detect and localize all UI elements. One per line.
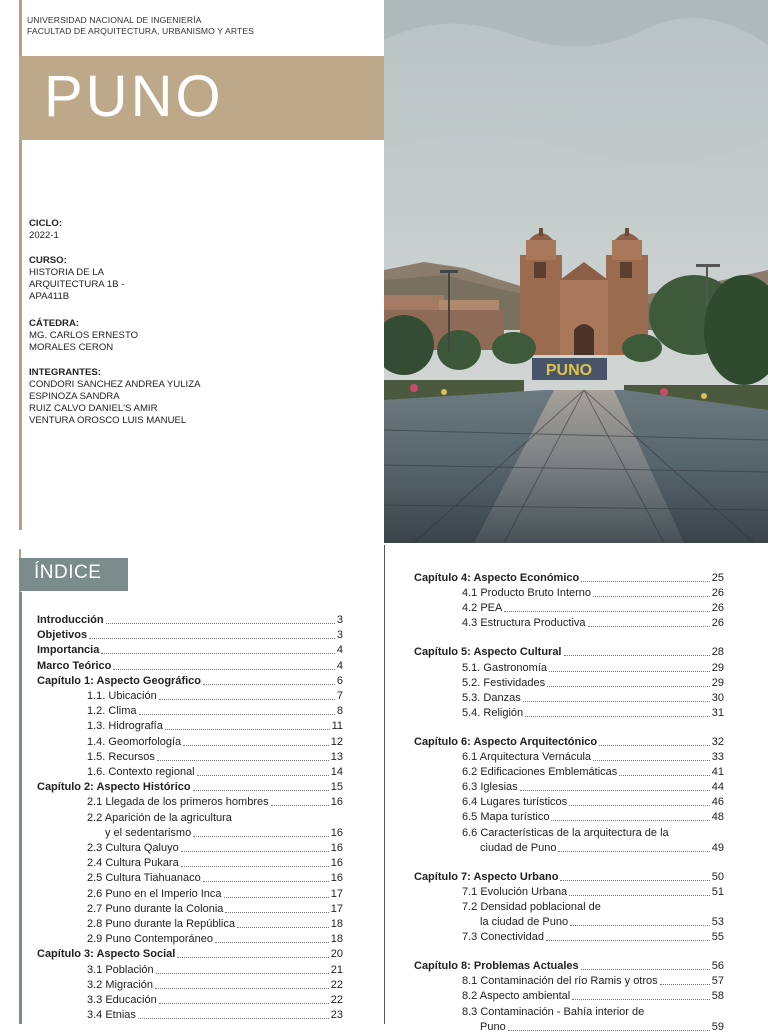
index-entry-page: 51 <box>711 885 724 898</box>
index-entry-page: 17 <box>330 902 343 915</box>
dot-leader <box>215 942 329 943</box>
index-entry-page: 16 <box>330 796 343 809</box>
index-entry-label: Capítulo 7: Aspecto Urbano <box>414 870 559 883</box>
dot-leader <box>570 925 710 926</box>
index-entry-page: 14 <box>330 766 343 778</box>
index-chapter-row[interactable] <box>37 614 343 627</box>
index-entry-label: 4.3 Estructura Productiva <box>462 617 586 630</box>
index-section-row[interactable] <box>87 888 343 901</box>
dot-leader <box>181 866 329 867</box>
index-entry-label: 3.4 Etnias <box>87 1009 136 1022</box>
index-chapter-row[interactable] <box>37 629 343 642</box>
index-entry-page: 23 <box>330 1009 343 1022</box>
index-entry-page: 57 <box>711 975 724 988</box>
index-section-row[interactable] <box>87 690 343 703</box>
index-entry-page: 4 <box>336 659 343 672</box>
index-entry-label: 6.6 Características de la arquitectura de la <box>462 826 669 839</box>
index-section-row[interactable] <box>87 1009 343 1022</box>
page-divider <box>384 545 385 1024</box>
index-chapter-row[interactable] <box>414 646 724 659</box>
dot-leader <box>520 790 710 791</box>
dot-leader <box>101 653 335 654</box>
dot-leader <box>197 775 329 776</box>
catedra-line: MORALES CERON <box>29 342 114 353</box>
index-entry-page: 58 <box>711 990 724 1003</box>
index-entry-label: Puno <box>480 1020 506 1033</box>
integrantes-label: INTEGRANTES: <box>29 367 101 378</box>
index-entry-page: 12 <box>330 735 343 748</box>
index-entry-page: 29 <box>711 676 724 689</box>
index-entry-label: 7.1 Evolución Urbana <box>462 885 568 898</box>
index-section-row[interactable] <box>462 901 724 914</box>
index-entry-label: 3.2 Migración <box>87 978 154 991</box>
index-chapter-row[interactable] <box>414 960 724 973</box>
index-entry-page: 4 <box>336 644 343 657</box>
index-entry-label: 7.2 Densidad poblacional de <box>462 900 601 913</box>
index-entry-label: 8.3 Contaminación - Bahía interior de <box>462 1005 645 1018</box>
index-entry-label: Importancia <box>37 644 100 657</box>
dot-leader <box>564 655 710 656</box>
dot-leader <box>599 745 710 746</box>
dot-leader <box>177 957 328 958</box>
index-section-row[interactable] <box>480 916 724 929</box>
university-name: UNIVERSIDAD NACIONAL DE INGENIERÍA <box>27 15 202 25</box>
index-chapter-row[interactable] <box>37 675 343 688</box>
index-side-bar <box>19 592 22 1024</box>
index-section-row[interactable] <box>462 990 724 1003</box>
dot-leader <box>523 701 710 702</box>
index-section-row[interactable] <box>87 994 343 1007</box>
index-entry-label: 2.6 Puno en el Imperio Inca <box>87 887 222 900</box>
index-section-row[interactable] <box>480 842 724 855</box>
catedra-label: CÁTEDRA: <box>29 318 80 329</box>
index-section-row[interactable] <box>87 812 343 825</box>
index-entry-page: 59 <box>711 1020 724 1033</box>
index-entry-page: 20 <box>330 948 343 961</box>
dot-leader <box>547 686 710 687</box>
index-section-row[interactable] <box>87 736 343 749</box>
index-chapter-row[interactable] <box>37 660 343 673</box>
index-entry-label: 6.5 Mapa turístico <box>462 811 550 824</box>
ciclo-label: CICLO: <box>29 218 63 229</box>
index-entry-label: 8.2 Aspecto ambiental <box>462 990 571 1003</box>
dot-leader <box>581 581 710 582</box>
index-section-row[interactable] <box>87 918 343 931</box>
dot-leader <box>569 805 710 806</box>
index-section-row[interactable] <box>87 766 343 779</box>
index-section-row[interactable] <box>462 781 724 794</box>
index-entry-label: 6.1 Arquitectura Vernácula <box>462 751 592 763</box>
index-section-row[interactable] <box>462 617 724 630</box>
index-entry-page: 48 <box>711 811 724 824</box>
curso-label: CURSO: <box>29 255 67 266</box>
catedra-block <box>29 318 138 354</box>
index-section-row[interactable] <box>462 975 724 988</box>
dot-leader <box>159 1003 329 1004</box>
dot-leader <box>183 745 329 746</box>
dot-leader <box>508 1030 710 1031</box>
dot-leader <box>619 775 709 776</box>
index-section-row[interactable] <box>462 587 724 600</box>
index-entry-label: Capítulo 5: Aspecto Cultural <box>414 646 562 659</box>
index-entry-page: 6 <box>336 674 343 687</box>
index-section-row[interactable] <box>87 857 343 870</box>
index-entry-label: Capítulo 1: Aspecto Geográfico <box>37 674 202 687</box>
index-entry-page: 11 <box>331 720 343 733</box>
index-entry-label: Capítulo 8: Problemas Actuales <box>414 960 579 973</box>
index-entry-page: 17 <box>330 887 343 900</box>
index-chapter-row[interactable] <box>414 871 724 884</box>
dot-leader <box>181 851 329 852</box>
index-entry-page: 16 <box>330 872 343 885</box>
dot-leader <box>593 760 710 761</box>
index-entry-label: 2.5 Cultura Tiahuanaco <box>87 872 201 885</box>
index-chapter-row[interactable] <box>37 948 343 961</box>
index-entry-page: 46 <box>711 796 724 809</box>
index-section-row[interactable] <box>462 886 724 899</box>
index-entry-label: 6.2 Edificaciones Emblemáticas <box>462 766 618 779</box>
index-entry-page: 56 <box>711 960 724 973</box>
index-section-row[interactable] <box>87 796 343 809</box>
index-entry-label: 1.1. Ubicación <box>87 690 157 702</box>
index-entry-label: 1.4. Geomorfología <box>87 735 182 748</box>
dot-leader <box>139 714 335 715</box>
dot-leader <box>271 805 329 806</box>
dot-leader <box>660 984 710 985</box>
dot-leader <box>193 836 329 837</box>
dot-leader <box>237 927 329 928</box>
index-entry-page: 15 <box>330 781 343 794</box>
index-entry-label: 6.4 Lugares turísticos <box>462 796 568 809</box>
curso-line: ARQUITECTURA 1B - <box>29 279 125 290</box>
index-section-row[interactable] <box>462 662 724 675</box>
dot-leader <box>157 760 329 761</box>
index-entry-page: 55 <box>711 931 724 944</box>
index-chapter-row[interactable] <box>414 572 724 585</box>
index-entry-page: 26 <box>711 602 724 615</box>
index-entry-label: 5.3. Danzas <box>462 691 521 704</box>
index-section-row[interactable] <box>462 827 724 840</box>
index-entry-page: 22 <box>330 994 343 1006</box>
index-section-row[interactable] <box>87 705 343 718</box>
index-entry-label: 2.8 Puno durante la República <box>87 918 235 930</box>
dot-leader <box>193 790 329 791</box>
curso-line: HISTORIA DE LA <box>29 267 104 278</box>
index-entry-page: 26 <box>711 587 724 600</box>
index-section-row[interactable] <box>462 602 724 615</box>
dot-leader <box>560 880 709 881</box>
curso-block <box>29 255 124 303</box>
index-section-row[interactable] <box>462 677 724 690</box>
dot-leader <box>225 912 328 913</box>
index-entry-label: 5.1. Gastronomía <box>462 661 547 674</box>
cover-title: PUNO <box>44 64 224 129</box>
index-section-row[interactable] <box>462 1006 724 1019</box>
index-entry-page: 33 <box>711 751 724 763</box>
puno-sign: PUNO <box>545 362 593 379</box>
dot-leader <box>224 897 329 898</box>
index-entry-page: 8 <box>336 705 343 718</box>
index-section-row[interactable] <box>462 811 724 824</box>
dot-leader <box>165 729 330 730</box>
index-entry-page: 29 <box>711 661 724 674</box>
index-section-row[interactable] <box>462 931 724 944</box>
index-entry-page: 41 <box>711 766 724 779</box>
index-entry-label: la ciudad de Puno <box>480 916 569 928</box>
index-entry-label: 2.1 Llegada de los primeros hombres <box>87 796 269 809</box>
ciclo-block <box>29 218 62 242</box>
integrantes-block <box>29 367 200 427</box>
index-entry-page: 49 <box>711 841 724 854</box>
index-section-row[interactable] <box>105 827 343 840</box>
index-entry-label: Capítulo 3: Aspecto Social <box>37 948 176 961</box>
index-entry-page: 53 <box>711 916 724 928</box>
index-entry-page: 31 <box>711 706 724 719</box>
index-section-row[interactable] <box>462 707 724 720</box>
index-entry-page: 30 <box>711 691 724 704</box>
index-entry-label: 2.2 Aparición de la agricultura <box>87 811 232 824</box>
index-section-row[interactable] <box>462 692 724 705</box>
index-entry-label: 8.1 Contaminación del río Ramis y otros <box>462 975 658 988</box>
integrante: RUIZ CALVO DANIEL'S AMIR <box>29 403 158 414</box>
index-entry-label: 1.6. Contexto regional <box>87 766 195 778</box>
index-section-row[interactable] <box>462 766 724 779</box>
index-section-row[interactable] <box>87 903 343 916</box>
index-entry-page: 50 <box>711 870 724 883</box>
index-entry-label: 1.5. Recursos <box>87 750 155 763</box>
faculty-name: FACULTAD DE ARQUITECTURA, URBANISMO Y ARTES <box>27 26 254 36</box>
index-entry-label: 6.3 Iglesias <box>462 781 518 794</box>
index-entry-label: 1.2. Clima <box>87 705 137 718</box>
dot-leader <box>551 820 709 821</box>
index-entry-label: 4.2 PEA <box>462 602 503 615</box>
index-entry-label: 1.3. Hidrografía <box>87 720 163 733</box>
index-section-row[interactable] <box>480 1021 724 1034</box>
index-entry-page: 26 <box>711 617 724 630</box>
index-entry-label: Marco Teórico <box>37 659 112 672</box>
index-entry-label: 7.3 Conectividad <box>462 931 544 944</box>
dot-leader <box>156 973 329 974</box>
index-entry-label: y el sedentarismo <box>105 826 192 839</box>
index-entry-page: 16 <box>330 842 343 854</box>
index-chapter-row[interactable] <box>37 644 343 657</box>
dot-leader <box>89 638 335 639</box>
index-chapter-row[interactable] <box>37 781 343 794</box>
index-section-row[interactable] <box>462 751 724 764</box>
dot-leader <box>203 881 329 882</box>
index-section-row[interactable] <box>462 796 724 809</box>
index-entry-page: 21 <box>330 963 343 976</box>
integrante: CONDORI SANCHEZ ANDREA YULIZA <box>29 379 201 390</box>
dot-leader <box>138 1018 329 1019</box>
institution-header <box>27 15 254 37</box>
index-title: ÍNDICE <box>34 562 102 583</box>
index-entry-label: Capítulo 4: Aspecto Económico <box>414 572 580 584</box>
index-entry-page: 28 <box>711 646 724 659</box>
dot-leader <box>546 940 710 941</box>
dot-leader <box>106 623 335 624</box>
curso-line: APA411B <box>29 291 70 302</box>
index-entry-label: 3.3 Educación <box>87 994 157 1006</box>
index-entry-page: 3 <box>336 629 343 642</box>
index-entry-label: 3.1 Población <box>87 963 154 976</box>
index-section-row[interactable] <box>87 933 343 946</box>
index-entry-page: 25 <box>711 572 724 584</box>
index-section-row[interactable] <box>87 842 343 855</box>
index-section-row[interactable] <box>87 979 343 992</box>
index-entry-label: ciudad de Puno <box>480 841 557 854</box>
index-entry-page: 44 <box>711 781 724 794</box>
dot-leader <box>588 626 710 627</box>
index-entry-label: 2.9 Puno Contemporáneo <box>87 933 213 946</box>
dot-leader <box>558 851 709 852</box>
index-entry-page: 18 <box>330 918 343 930</box>
ciclo-value: 2022-1 <box>29 230 59 241</box>
index-chapter-row[interactable] <box>414 736 724 749</box>
integrante: ESPINOZA SANDRA <box>29 391 120 402</box>
catedra-line: MG. CARLOS ERNESTO <box>29 330 139 341</box>
index-entry-page: 18 <box>330 933 343 946</box>
index-entry-label: Introducción <box>37 614 104 626</box>
index-entry-label: 2.4 Cultura Pukara <box>87 857 179 870</box>
dot-leader <box>203 684 335 685</box>
dot-leader <box>155 988 329 989</box>
index-entry-label: 2.7 Puno durante la Colonia <box>87 902 224 915</box>
index-entry-page: 13 <box>330 750 343 763</box>
index-section-row[interactable] <box>87 720 343 733</box>
index-entry-page: 7 <box>336 690 343 702</box>
index-section-row[interactable] <box>87 964 343 977</box>
index-entry-page: 16 <box>330 826 343 839</box>
dot-leader <box>504 611 709 612</box>
index-entry-page: 32 <box>711 735 724 748</box>
dot-leader <box>593 596 710 597</box>
index-entry-label: 4.1 Producto Bruto Interno <box>462 587 592 600</box>
dot-leader <box>525 716 710 717</box>
index-entry-label: 2.3 Cultura Qaluyo <box>87 842 179 854</box>
index-section-row[interactable] <box>87 872 343 885</box>
index-entry-page: 3 <box>336 614 343 626</box>
dot-leader <box>569 895 710 896</box>
dot-leader <box>159 699 335 700</box>
index-entry-label: Capítulo 6: Aspecto Arquitectónico <box>414 735 598 748</box>
index-entry-page: 16 <box>330 857 343 870</box>
cover-photo-cathedral <box>384 0 768 543</box>
index-entry-label: 5.2. Festividades <box>462 676 546 689</box>
dot-leader <box>581 969 710 970</box>
integrante: VENTURA OROSCO LUIS MANUEL <box>29 415 187 426</box>
dot-leader <box>549 671 710 672</box>
index-entry-page: 22 <box>330 978 343 991</box>
index-entry-label: 5.4. Religión <box>462 706 524 719</box>
index-entry-label: Capítulo 2: Aspecto Histórico <box>37 781 191 794</box>
dot-leader <box>113 669 335 670</box>
index-section-row[interactable] <box>87 751 343 764</box>
dot-leader <box>572 999 710 1000</box>
index-entry-label: Objetivos <box>37 629 88 642</box>
